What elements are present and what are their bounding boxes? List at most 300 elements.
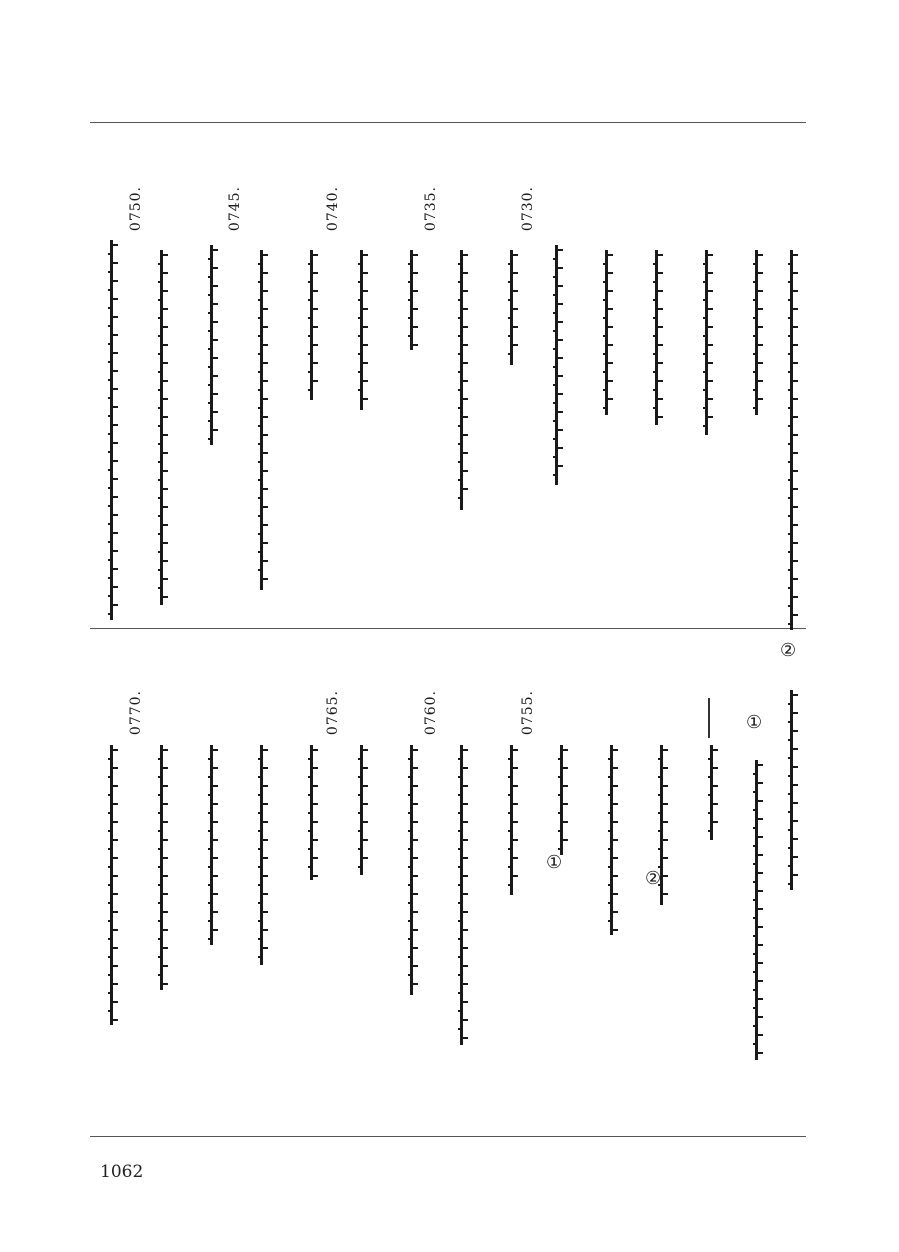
bottom-rule	[90, 1136, 806, 1137]
glyph-stroke	[663, 767, 668, 769]
glyph-stroke	[793, 712, 798, 714]
glyph-stroke	[553, 348, 558, 350]
glyph-stroke	[263, 857, 268, 859]
glyph-stroke	[263, 308, 268, 310]
glyph-stroke	[108, 361, 113, 363]
glyph-stroke	[553, 474, 558, 476]
glyph-stroke	[163, 308, 168, 310]
glyph-stroke	[563, 767, 568, 769]
glyph-stroke	[258, 263, 263, 265]
glyph-stroke	[788, 407, 793, 409]
glyph-stroke	[213, 749, 218, 751]
text-column	[645, 250, 669, 425]
text-column	[400, 745, 424, 995]
glyph-stroke	[508, 758, 513, 760]
glyph-stroke	[158, 263, 163, 265]
glyph-stroke	[708, 254, 713, 256]
glyph-stroke	[408, 902, 413, 904]
glyph-stroke	[358, 389, 363, 391]
glyph-stroke	[458, 353, 463, 355]
glyph-stroke	[308, 317, 313, 319]
glyph-stroke	[793, 596, 798, 598]
glyph-stroke	[793, 488, 798, 490]
text-column	[250, 250, 274, 590]
glyph-stroke	[108, 920, 113, 922]
glyph-stroke	[263, 542, 268, 544]
glyph-stroke	[113, 388, 118, 390]
glyph-stroke	[363, 254, 368, 256]
glyph-stroke	[308, 812, 313, 814]
glyph-stroke	[458, 335, 463, 337]
glyph-stroke	[308, 335, 313, 337]
inline-marker-2: ②	[645, 868, 662, 889]
glyph-stroke	[788, 551, 793, 553]
text-column	[300, 250, 324, 400]
glyph-stroke	[213, 785, 218, 787]
glyph-stroke	[658, 398, 663, 400]
glyph-stroke	[363, 344, 368, 346]
glyph-stroke	[163, 578, 168, 580]
glyph-stroke	[458, 443, 463, 445]
glyph-stroke	[208, 848, 213, 850]
text-column	[600, 745, 624, 935]
glyph-stroke	[458, 317, 463, 319]
glyph-stroke	[793, 542, 798, 544]
glyph-stroke	[793, 766, 798, 768]
glyph-stroke	[793, 748, 798, 750]
glyph-stroke	[513, 803, 518, 805]
glyph-stroke	[458, 956, 463, 958]
glyph-stroke	[363, 749, 368, 751]
glyph-stroke	[208, 420, 213, 422]
glyph-stroke	[758, 308, 763, 310]
glyph-stroke	[758, 290, 763, 292]
glyph-stroke	[658, 380, 663, 382]
glyph-stroke	[413, 857, 418, 859]
glyph-stroke	[413, 893, 418, 895]
glyph-stroke	[108, 325, 113, 327]
glyph-stroke	[258, 479, 263, 481]
glyph-stroke	[258, 938, 263, 940]
glyph-stroke	[113, 965, 118, 967]
text-column	[200, 245, 224, 445]
glyph-stroke	[163, 542, 168, 544]
glyph-stroke	[358, 830, 363, 832]
glyph-stroke	[788, 775, 793, 777]
glyph-stroke	[158, 461, 163, 463]
glyph-stroke	[708, 272, 713, 274]
glyph-stroke	[258, 569, 263, 571]
glyph-stroke	[708, 344, 713, 346]
glyph-stroke	[158, 299, 163, 301]
glyph-stroke	[158, 938, 163, 940]
glyph-stroke	[793, 802, 798, 804]
glyph-stroke	[408, 776, 413, 778]
entry-label-0755: 0755.	[520, 690, 536, 736]
glyph-stroke	[663, 821, 668, 823]
glyph-stroke	[788, 461, 793, 463]
glyph-stroke	[408, 848, 413, 850]
glyph-stroke	[663, 857, 668, 859]
glyph-stroke	[258, 353, 263, 355]
glyph-stroke	[513, 272, 518, 274]
glyph-stroke	[158, 533, 163, 535]
glyph-stroke	[413, 749, 418, 751]
text-column	[595, 250, 619, 415]
glyph-stroke	[458, 407, 463, 409]
text-column	[100, 745, 124, 1025]
glyph-stroke	[313, 290, 318, 292]
glyph-stroke	[753, 989, 758, 991]
glyph-stroke	[753, 791, 758, 793]
glyph-stroke	[158, 353, 163, 355]
glyph-stroke	[563, 803, 568, 805]
glyph-stroke	[358, 866, 363, 868]
glyph-stroke	[258, 902, 263, 904]
text-column	[780, 690, 804, 890]
glyph-stroke	[463, 767, 468, 769]
glyph-stroke	[758, 890, 763, 892]
glyph-stroke	[753, 881, 758, 883]
glyph-stroke	[793, 344, 798, 346]
text-column	[150, 745, 174, 990]
glyph-stroke	[463, 380, 468, 382]
glyph-stroke	[113, 803, 118, 805]
glyph-stroke	[753, 1007, 758, 1009]
glyph-stroke	[263, 839, 268, 841]
glyph-stroke	[263, 749, 268, 751]
glyph-stroke	[753, 809, 758, 811]
middle-rule	[90, 628, 806, 629]
glyph-stroke	[508, 866, 513, 868]
glyph-stroke	[163, 380, 168, 382]
glyph-stroke	[113, 298, 118, 300]
glyph-stroke	[753, 389, 758, 391]
glyph-stroke	[313, 821, 318, 823]
text-column	[150, 250, 174, 605]
glyph-stroke	[163, 929, 168, 931]
glyph-stroke	[158, 902, 163, 904]
glyph-stroke	[258, 317, 263, 319]
text-column	[200, 745, 224, 945]
glyph-stroke	[758, 872, 763, 874]
glyph-stroke	[113, 857, 118, 859]
glyph-stroke	[788, 335, 793, 337]
glyph-stroke	[158, 866, 163, 868]
glyph-stroke	[703, 353, 708, 355]
glyph-stroke	[758, 254, 763, 256]
glyph-stroke	[458, 812, 463, 814]
glyph-stroke	[313, 344, 318, 346]
glyph-stroke	[113, 244, 118, 246]
glyph-stroke	[463, 290, 468, 292]
glyph-stroke	[263, 290, 268, 292]
glyph-stroke	[108, 271, 113, 273]
text-column	[545, 245, 569, 485]
glyph-stroke	[213, 321, 218, 323]
glyph-stroke	[613, 929, 618, 931]
glyph-stroke	[758, 1034, 763, 1036]
glyph-stroke	[613, 875, 618, 877]
glyph-stroke	[363, 857, 368, 859]
glyph-stroke	[208, 366, 213, 368]
glyph-stroke	[208, 884, 213, 886]
glyph-stroke	[213, 911, 218, 913]
glyph-stroke	[458, 902, 463, 904]
glyph-stroke	[213, 357, 218, 359]
glyph-stroke	[113, 316, 118, 318]
glyph-stroke	[308, 794, 313, 796]
glyph-stroke	[363, 767, 368, 769]
glyph-stroke	[158, 587, 163, 589]
glyph-stroke	[463, 821, 468, 823]
glyph-stroke	[163, 470, 168, 472]
glyph-stroke	[163, 506, 168, 508]
entry-label-0740: 0740.	[325, 186, 341, 232]
glyph-stroke	[258, 920, 263, 922]
glyph-stroke	[708, 794, 713, 796]
glyph-stroke	[753, 917, 758, 919]
glyph-stroke	[108, 451, 113, 453]
glyph-stroke	[788, 443, 793, 445]
glyph-stroke	[163, 398, 168, 400]
glyph-stroke	[158, 812, 163, 814]
glyph-stroke	[413, 839, 418, 841]
glyph-stroke	[258, 794, 263, 796]
glyph-stroke	[113, 839, 118, 841]
glyph-stroke	[653, 371, 658, 373]
glyph-stroke	[553, 456, 558, 458]
glyph-stroke	[213, 929, 218, 931]
glyph-stroke	[553, 276, 558, 278]
glyph-stroke	[608, 308, 613, 310]
glyph-stroke	[658, 290, 663, 292]
glyph-stroke	[158, 848, 163, 850]
glyph-stroke	[463, 344, 468, 346]
glyph-stroke	[263, 470, 268, 472]
glyph-stroke	[108, 253, 113, 255]
glyph-stroke	[113, 893, 118, 895]
glyph-stroke	[703, 317, 708, 319]
glyph-stroke	[753, 845, 758, 847]
glyph-stroke	[658, 272, 663, 274]
glyph-stroke	[108, 794, 113, 796]
glyph-stroke	[558, 465, 563, 467]
glyph-stroke	[263, 506, 268, 508]
glyph-stroke	[208, 312, 213, 314]
glyph-stroke	[363, 326, 368, 328]
glyph-stroke	[703, 299, 708, 301]
glyph-stroke	[263, 767, 268, 769]
glyph-stroke	[463, 983, 468, 985]
glyph-stroke	[213, 857, 218, 859]
glyph-stroke	[413, 254, 418, 256]
glyph-stroke	[108, 505, 113, 507]
glyph-stroke	[753, 281, 758, 283]
glyph-stroke	[113, 767, 118, 769]
glyph-stroke	[263, 272, 268, 274]
glyph-stroke	[788, 389, 793, 391]
glyph-stroke	[263, 911, 268, 913]
glyph-stroke	[163, 947, 168, 949]
glyph-stroke	[313, 767, 318, 769]
glyph-stroke	[458, 992, 463, 994]
glyph-stroke	[113, 947, 118, 949]
glyph-stroke	[508, 830, 513, 832]
glyph-stroke	[708, 812, 713, 814]
glyph-stroke	[758, 962, 763, 964]
glyph-stroke	[258, 335, 263, 337]
glyph-stroke	[108, 469, 113, 471]
glyph-stroke	[558, 411, 563, 413]
glyph-stroke	[758, 980, 763, 982]
glyph-stroke	[258, 497, 263, 499]
glyph-stroke	[258, 389, 263, 391]
glyph-stroke	[363, 272, 368, 274]
glyph-stroke	[793, 838, 798, 840]
glyph-stroke	[308, 263, 313, 265]
glyph-stroke	[363, 290, 368, 292]
glyph-stroke	[213, 393, 218, 395]
glyph-stroke	[263, 416, 268, 418]
glyph-stroke	[208, 758, 213, 760]
glyph-stroke	[608, 866, 613, 868]
glyph-stroke	[793, 524, 798, 526]
glyph-stroke	[163, 326, 168, 328]
glyph-stroke	[513, 290, 518, 292]
glyph-stroke	[508, 299, 513, 301]
glyph-stroke	[508, 317, 513, 319]
glyph-stroke	[358, 848, 363, 850]
glyph-stroke	[458, 1028, 463, 1030]
text-column	[745, 250, 769, 415]
glyph-stroke	[603, 281, 608, 283]
glyph-stroke	[753, 299, 758, 301]
glyph-stroke	[208, 902, 213, 904]
glyph-stroke	[113, 604, 118, 606]
glyph-stroke	[108, 523, 113, 525]
glyph-stroke	[558, 429, 563, 431]
glyph-stroke	[658, 326, 663, 328]
glyph-stroke	[753, 863, 758, 865]
glyph-stroke	[313, 362, 318, 364]
page-number: 1062	[100, 1162, 144, 1182]
glyph-stroke	[458, 974, 463, 976]
glyph-stroke	[108, 397, 113, 399]
glyph-stroke	[603, 317, 608, 319]
glyph-stroke	[558, 776, 563, 778]
glyph-stroke	[758, 944, 763, 946]
glyph-stroke	[663, 803, 668, 805]
glyph-stroke	[408, 884, 413, 886]
glyph-stroke	[263, 875, 268, 877]
glyph-stroke	[753, 353, 758, 355]
glyph-stroke	[508, 776, 513, 778]
glyph-stroke	[208, 294, 213, 296]
glyph-stroke	[108, 487, 113, 489]
glyph-stroke	[108, 541, 113, 543]
glyph-stroke	[458, 425, 463, 427]
entry-label-0750: 0750.	[128, 186, 144, 232]
glyph-stroke	[463, 875, 468, 877]
glyph-stroke	[613, 767, 618, 769]
glyph-stroke	[713, 803, 718, 805]
glyph-stroke	[558, 812, 563, 814]
glyph-stroke	[213, 875, 218, 877]
glyph-stroke	[458, 371, 463, 373]
glyph-stroke	[308, 353, 313, 355]
glyph-stroke	[463, 947, 468, 949]
glyph-stroke	[208, 920, 213, 922]
glyph-stroke	[758, 998, 763, 1000]
glyph-stroke	[558, 267, 563, 269]
glyph-stroke	[158, 920, 163, 922]
glyph-stroke	[263, 947, 268, 949]
glyph-stroke	[463, 308, 468, 310]
glyph-stroke	[788, 425, 793, 427]
glyph-stroke	[408, 830, 413, 832]
glyph-stroke	[113, 568, 118, 570]
top-rule	[90, 122, 806, 123]
glyph-stroke	[113, 749, 118, 751]
glyph-stroke	[213, 821, 218, 823]
glyph-stroke	[413, 821, 418, 823]
glyph-stroke	[163, 893, 168, 895]
note-divider	[708, 698, 710, 738]
glyph-stroke	[793, 506, 798, 508]
glyph-stroke	[108, 992, 113, 994]
glyph-stroke	[553, 294, 558, 296]
glyph-stroke	[263, 452, 268, 454]
glyph-stroke	[663, 839, 668, 841]
glyph-stroke	[508, 884, 513, 886]
glyph-stroke	[408, 938, 413, 940]
glyph-stroke	[408, 335, 413, 337]
glyph-stroke	[213, 285, 218, 287]
glyph-stroke	[163, 452, 168, 454]
glyph-stroke	[508, 848, 513, 850]
entry-label-0735: 0735.	[423, 186, 439, 232]
glyph-stroke	[158, 389, 163, 391]
glyph-stroke	[113, 406, 118, 408]
glyph-stroke	[163, 875, 168, 877]
glyph-stroke	[603, 299, 608, 301]
glyph-stroke	[753, 317, 758, 319]
glyph-stroke	[163, 911, 168, 913]
glyph-stroke	[513, 749, 518, 751]
glyph-stroke	[258, 956, 263, 958]
glyph-stroke	[363, 362, 368, 364]
glyph-stroke	[463, 893, 468, 895]
glyph-stroke	[258, 884, 263, 886]
glyph-stroke	[358, 794, 363, 796]
glyph-stroke	[608, 884, 613, 886]
glyph-stroke	[788, 829, 793, 831]
glyph-stroke	[113, 424, 118, 426]
glyph-stroke	[163, 839, 168, 841]
glyph-stroke	[358, 281, 363, 283]
glyph-stroke	[308, 848, 313, 850]
glyph-stroke	[258, 299, 263, 301]
glyph-stroke	[263, 785, 268, 787]
glyph-stroke	[158, 956, 163, 958]
glyph-stroke	[788, 623, 793, 625]
glyph-stroke	[708, 776, 713, 778]
entry-label-0765: 0765.	[325, 690, 341, 736]
glyph-stroke	[108, 974, 113, 976]
glyph-stroke	[263, 803, 268, 805]
glyph-stroke	[758, 326, 763, 328]
